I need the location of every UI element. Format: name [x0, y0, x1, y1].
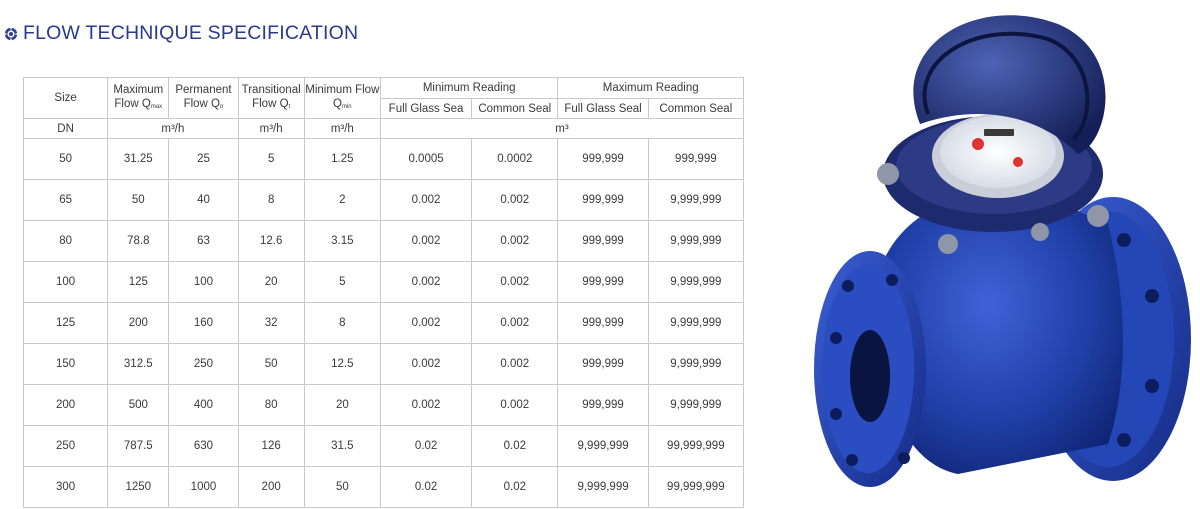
size-cell: 80	[24, 221, 108, 262]
header-permanent-flow: Permanent Flow $Q_n$	[169, 78, 238, 119]
min-reading-common-seal-cell: 0.02	[472, 467, 558, 508]
max-reading-common-seal-cell: 9,999,999	[648, 344, 743, 385]
max-reading-full-glass-cell: 999,999	[558, 180, 648, 221]
transitional-flow-cell: 50	[238, 344, 304, 385]
min-reading-full-glass-cell: 0.002	[380, 303, 471, 344]
max-flow-cell: 78.8	[108, 221, 169, 262]
size-cell: 100	[24, 262, 108, 303]
max-reading-full-glass-cell: 9,999,999	[558, 426, 648, 467]
max-flow-cell: 500	[108, 385, 169, 426]
max-reading-common-seal-cell: 99,999,999	[648, 467, 743, 508]
table-row	[24, 344, 744, 385]
header-min-common-seal: Common Seal	[472, 99, 558, 119]
min-reading-common-seal-cell: 0.002	[472, 262, 558, 303]
section-heading	[4, 22, 358, 45]
permanent-flow-cell: 1000	[169, 467, 238, 508]
unit-dn: DN	[24, 119, 108, 139]
max-reading-common-seal-cell: 9,999,999	[648, 221, 743, 262]
transitional-flow-cell: 12.6	[238, 221, 304, 262]
max-reading-full-glass-cell: 999,999	[558, 262, 648, 303]
min-reading-full-glass-cell: 0.002	[380, 221, 471, 262]
minimum-flow-cell: 31.5	[304, 426, 380, 467]
permanent-flow-cell: 40	[169, 180, 238, 221]
max-reading-common-seal-cell: 999,999	[648, 139, 743, 180]
size-cell: 150	[24, 344, 108, 385]
transitional-flow-cell: 5	[238, 139, 304, 180]
max-reading-full-glass-cell: 999,999	[558, 385, 648, 426]
min-reading-common-seal-cell: 0.02	[472, 426, 558, 467]
table-row	[24, 303, 744, 344]
minimum-flow-cell: 3.15	[304, 221, 380, 262]
max-flow-cell: 200	[108, 303, 169, 344]
min-reading-full-glass-cell: 0.02	[380, 426, 471, 467]
header-minimum-flow: Minimum Flow $Q_{min}$	[304, 78, 380, 119]
header-size: Size	[24, 78, 108, 119]
max-reading-common-seal-cell: 99,999,999	[648, 426, 743, 467]
header-min-full-glass-sea: Full Glass Sea	[380, 99, 471, 119]
table-row	[24, 467, 744, 508]
min-reading-full-glass-cell: 0.002	[380, 344, 471, 385]
permanent-flow-cell: 25	[169, 139, 238, 180]
table-row	[24, 139, 744, 180]
unit-m3h-flow: m³/h	[108, 119, 238, 139]
max-reading-full-glass-cell: 999,999	[558, 303, 648, 344]
size-cell: 200	[24, 385, 108, 426]
max-flow-cell: 312.5	[108, 344, 169, 385]
min-reading-common-seal-cell: 0.0002	[472, 139, 558, 180]
gear-bullet-icon	[4, 27, 18, 41]
header-max-flow: Maximum Flow $Q_{max}$	[108, 78, 169, 119]
min-reading-common-seal-cell: 0.002	[472, 344, 558, 385]
minimum-flow-cell: 5	[304, 262, 380, 303]
flow-spec-table	[23, 77, 744, 508]
max-reading-common-seal-cell: 9,999,999	[648, 262, 743, 303]
min-reading-full-glass-cell: 0.0005	[380, 139, 471, 180]
header-transitional-flow: Transitional Flow $Q_t$	[238, 78, 304, 119]
min-reading-common-seal-cell: 0.002	[472, 221, 558, 262]
max-reading-common-seal-cell: 9,999,999	[648, 385, 743, 426]
size-cell: 250	[24, 426, 108, 467]
table-row	[24, 385, 744, 426]
max-reading-full-glass-cell: 9,999,999	[558, 467, 648, 508]
header-minimum-reading: Minimum Reading	[380, 78, 557, 99]
unit-m3-reading: m³	[380, 119, 743, 139]
permanent-flow-cell: 100	[169, 262, 238, 303]
transitional-flow-cell: 200	[238, 467, 304, 508]
unit-m3h-transitional: m³/h	[238, 119, 304, 139]
permanent-flow-cell: 63	[169, 221, 238, 262]
water-meter-photo	[808, 4, 1196, 506]
max-reading-common-seal-cell: 9,999,999	[648, 180, 743, 221]
max-reading-common-seal-cell: 9,999,999	[648, 303, 743, 344]
max-reading-full-glass-cell: 999,999	[558, 221, 648, 262]
max-flow-cell: 31.25	[108, 139, 169, 180]
min-reading-full-glass-cell: 0.002	[380, 180, 471, 221]
minimum-flow-cell: 12.5	[304, 344, 380, 385]
permanent-flow-cell: 630	[169, 426, 238, 467]
max-flow-cell: 787.5	[108, 426, 169, 467]
unit-m3h-minimum: m³/h	[304, 119, 380, 139]
min-reading-common-seal-cell: 0.002	[472, 303, 558, 344]
header-max-common-seal: Common Seal	[648, 99, 743, 119]
minimum-flow-cell: 1.25	[304, 139, 380, 180]
size-cell: 50	[24, 139, 108, 180]
minimum-flow-cell: 8	[304, 303, 380, 344]
min-reading-common-seal-cell: 0.002	[472, 180, 558, 221]
permanent-flow-cell: 250	[169, 344, 238, 385]
size-cell: 300	[24, 467, 108, 508]
header-max-full-glass-seal: Full Glass Seal	[558, 99, 648, 119]
table-row	[24, 262, 744, 303]
max-flow-cell: 50	[108, 180, 169, 221]
table-row	[24, 180, 744, 221]
permanent-flow-cell: 160	[169, 303, 238, 344]
transitional-flow-cell: 20	[238, 262, 304, 303]
min-reading-common-seal-cell: 0.002	[472, 385, 558, 426]
min-reading-full-glass-cell: 0.02	[380, 467, 471, 508]
left-flange	[814, 251, 926, 487]
header-maximum-reading: Maximum Reading	[558, 78, 744, 99]
page-title: FLOW TECHNIQUE SPECIFICATION	[23, 22, 359, 44]
max-flow-cell: 125	[108, 262, 169, 303]
transitional-flow-cell: 8	[238, 180, 304, 221]
minimum-flow-cell: 2	[304, 180, 380, 221]
min-reading-full-glass-cell: 0.002	[380, 262, 471, 303]
max-reading-full-glass-cell: 999,999	[558, 344, 648, 385]
transitional-flow-cell: 32	[238, 303, 304, 344]
size-cell: 65	[24, 180, 108, 221]
transitional-flow-cell: 126	[238, 426, 304, 467]
table-row	[24, 426, 744, 467]
min-reading-full-glass-cell: 0.002	[380, 385, 471, 426]
minimum-flow-cell: 20	[304, 385, 380, 426]
max-reading-full-glass-cell: 999,999	[558, 139, 648, 180]
permanent-flow-cell: 400	[169, 385, 238, 426]
max-flow-cell: 1250	[108, 467, 169, 508]
table-row	[24, 221, 744, 262]
size-cell: 125	[24, 303, 108, 344]
transitional-flow-cell: 80	[238, 385, 304, 426]
minimum-flow-cell: 50	[304, 467, 380, 508]
table-body	[24, 139, 744, 508]
